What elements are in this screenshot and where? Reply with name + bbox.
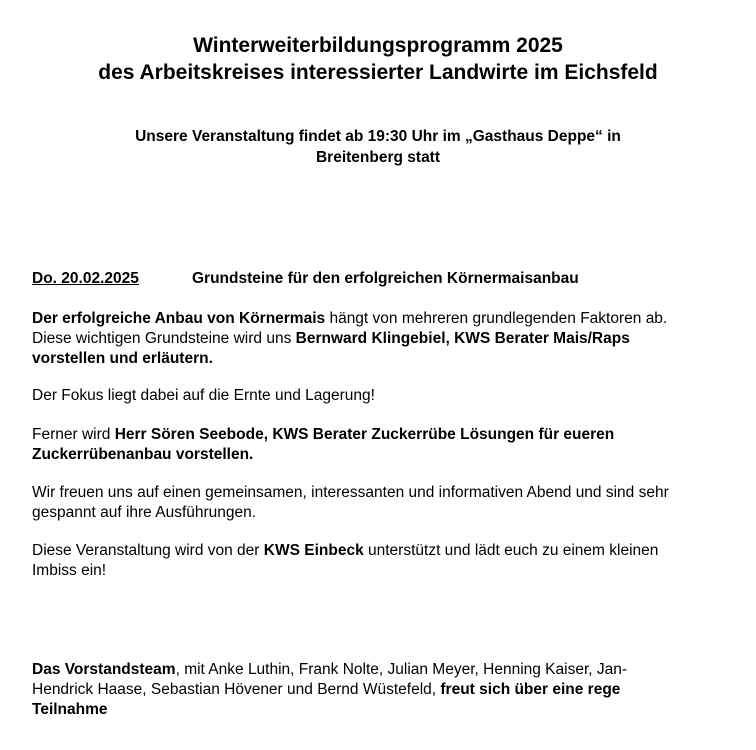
- title-line-1: Winterweiterbildungsprogramm 2025: [193, 34, 563, 57]
- event-title: Grundsteine für den erfolgreichen Körnermaisanbau: [192, 270, 579, 287]
- second-speaker-name: Herr Sören Seebode, KWS Berater Zuckerrübe Lösungen für eueren: [114, 426, 615, 443]
- paragraph-focus: [32, 386, 732, 406]
- intro-text: Diese wichtigen Grundsteine wird uns: [32, 330, 296, 347]
- paragraph-second-speaker: [32, 425, 732, 465]
- paragraph-sponsor: [32, 541, 732, 581]
- focus-text: Der Fokus liegt dabei auf die Ernte und Lagerung!: [32, 387, 375, 404]
- paragraph-board: [32, 660, 732, 720]
- anticipation-line-2: gespannt auf ihre Ausführungen.: [32, 504, 257, 521]
- sponsor-name: KWS Einbeck: [263, 542, 364, 559]
- speaker-name: Bernward Klingebiel, KWS Berater Mais/Raps: [295, 330, 630, 347]
- title-line-2: des Arbeitskreises interessierter Landwirte im Eichsfeld: [98, 61, 658, 84]
- intro-text: hängt von mehreren grundlegenden Faktoren ab.: [325, 310, 668, 327]
- second-speaker-text: Ferner wird: [32, 426, 115, 443]
- sponsor-line-2: Imbiss ein!: [32, 562, 107, 579]
- board-name: Das Vorstandsteam: [32, 661, 176, 678]
- event-heading: [32, 268, 732, 289]
- board-members: , mit Anke Luthin, Frank Nolte, Julian Meyer, Henning Kaiser, Jan-: [175, 661, 628, 678]
- board-closing: freut sich über eine rege: [440, 681, 621, 698]
- board-members: Hendrick Haase, Sebastian Hövener und Bernd Wüstefeld,: [32, 681, 441, 698]
- venue-line-1: Unsere Veranstaltung findet ab 19:30 Uhr im „Gasthaus Deppe“ in: [135, 128, 621, 145]
- second-speaker-bold-end: Zuckerrübenanbau vorstellen.: [32, 446, 254, 463]
- venue-notice: [0, 126, 756, 168]
- paragraph-intro: [32, 309, 732, 369]
- board-closing-end: Teilnahme: [32, 701, 108, 718]
- sponsor-text: unterstützt und lädt euch zu einem kleinen: [363, 542, 659, 559]
- venue-line-2: Breitenberg statt: [315, 149, 441, 166]
- intro-bold-end: vorstellen und erläutern.: [32, 350, 213, 367]
- event-date: Do. 20.02.2025: [32, 270, 139, 287]
- intro-bold-lead: Der erfolgreiche Anbau von Körnermais: [32, 310, 326, 327]
- sponsor-text: Diese Veranstaltung wird von der: [32, 542, 264, 559]
- anticipation-line-1: Wir freuen uns auf einen gemeinsamen, interessanten und informativen Abend und sind sehr: [32, 484, 669, 501]
- paragraph-anticipation: [32, 483, 732, 523]
- document-title: [0, 32, 756, 86]
